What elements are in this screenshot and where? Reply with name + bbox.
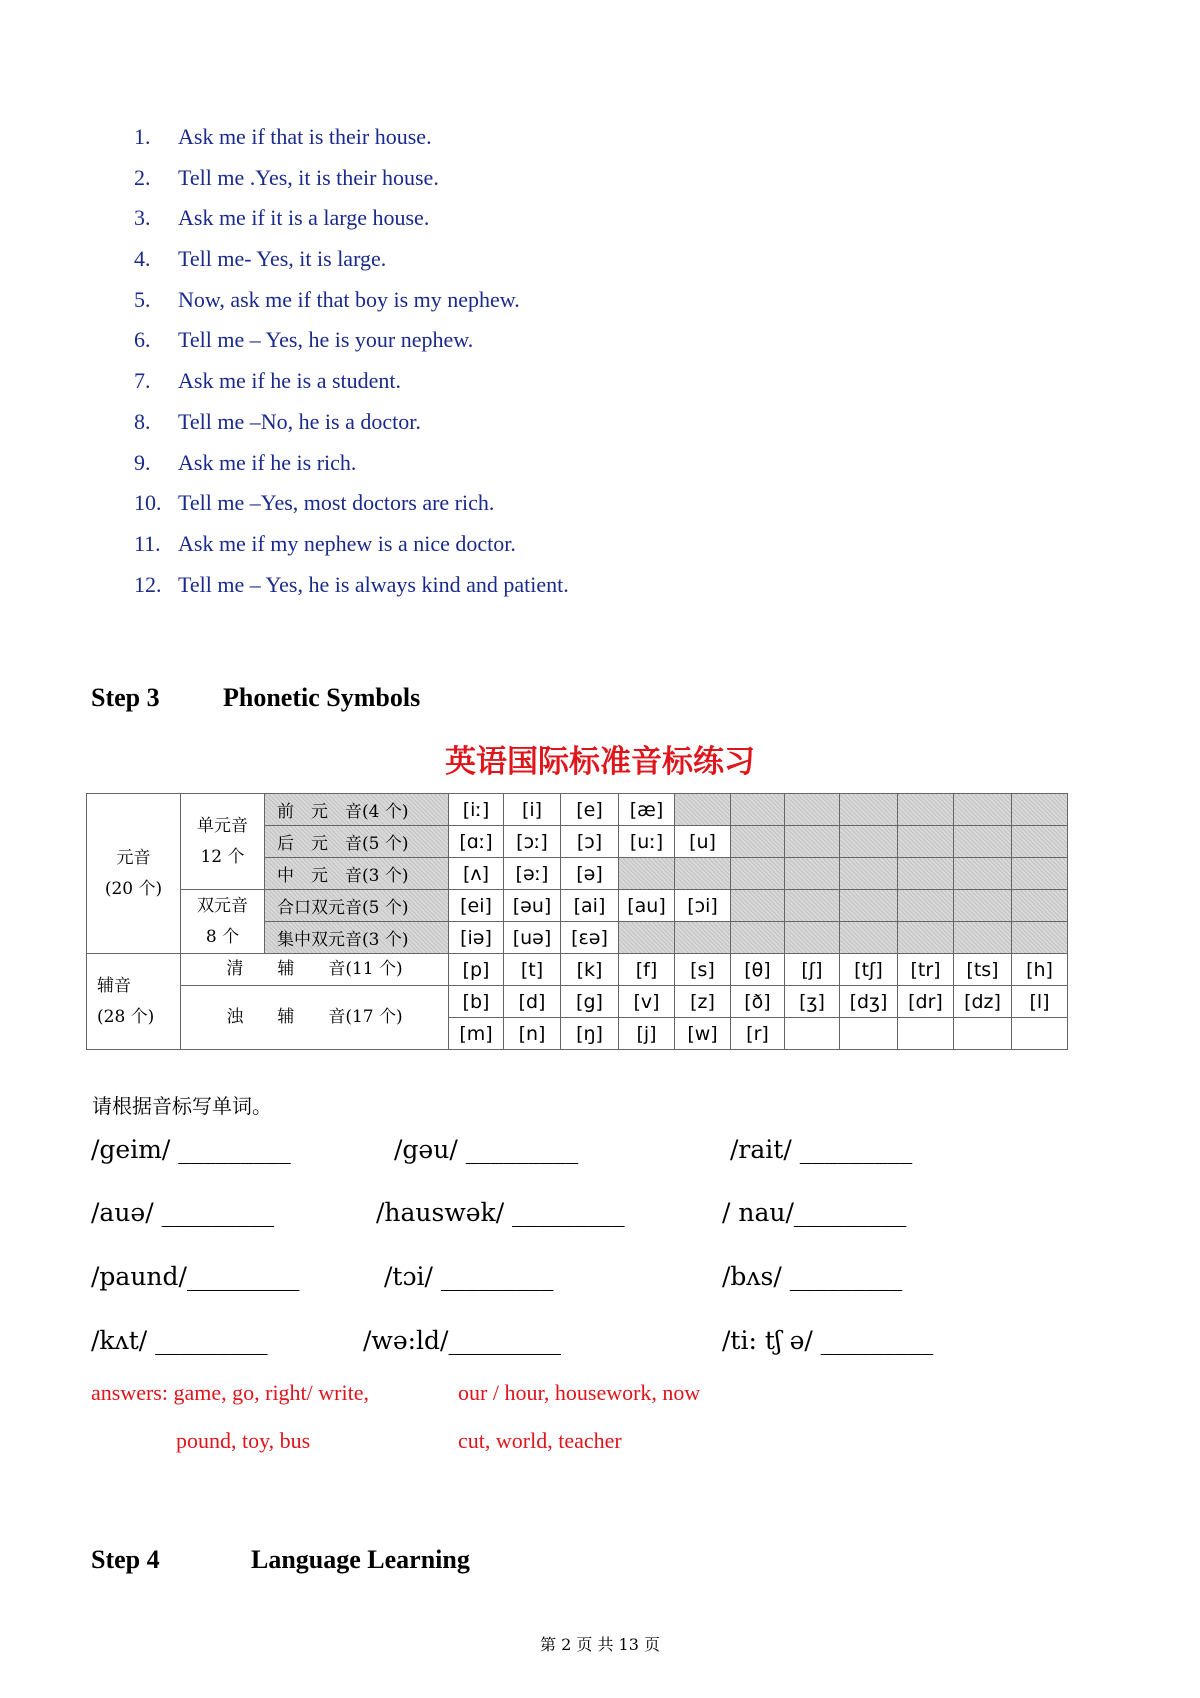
symbol-cell: [b]: [449, 986, 504, 1018]
symbol-cell: [ɔ]: [561, 826, 619, 858]
empty-cell: [785, 826, 840, 858]
symbol-cell: [g]: [561, 986, 619, 1018]
symbol-cell: [v]: [619, 986, 675, 1018]
exercise-item: /hauswək/ _________: [376, 1198, 625, 1227]
exercise-item: / nau/_________: [722, 1198, 907, 1227]
exercise-item: /ti: tʃ ə/ _________: [722, 1326, 934, 1355]
symbol-cell: [l]: [1012, 986, 1068, 1018]
step3-label: Step 3: [91, 683, 160, 712]
symbol-cell: [ʌ]: [449, 858, 504, 890]
diphthong-category-cell: 双元音 8 个: [181, 890, 265, 954]
symbol-cell: [tʃ]: [840, 954, 898, 986]
centering-diphthong-label: 集中双元音(3 个): [265, 922, 449, 954]
symbol-cell: [ts]: [954, 954, 1012, 986]
consonant-category-cell: 辅音 (28 个): [87, 954, 181, 1050]
step4-title: Language Learning: [251, 1545, 470, 1574]
symbol-cell: [ɔi]: [675, 890, 731, 922]
symbol-cell: [ʒ]: [785, 986, 840, 1018]
list-item: 5. Now, ask me if that boy is my nephew.: [134, 286, 520, 312]
exercise-item: /paund/_________: [91, 1262, 300, 1291]
empty-cell: [898, 890, 954, 922]
empty-cell: [731, 890, 785, 922]
front-vowel-label: 前 元 音(4 个): [265, 794, 449, 826]
symbol-cell: [h]: [1012, 954, 1068, 986]
symbol-cell: [θ]: [731, 954, 785, 986]
empty-cell: [840, 890, 898, 922]
symbol-cell: [au]: [619, 890, 675, 922]
symbol-cell: [ʃ]: [785, 954, 840, 986]
symbol-cell: [u]: [675, 826, 731, 858]
empty-cell: [675, 794, 731, 826]
symbol-cell: [j]: [619, 1018, 675, 1050]
list-item: 3. Ask me if it is a large house.: [134, 205, 430, 231]
step4-label: Step 4: [91, 1545, 160, 1574]
empty-cell: [898, 794, 954, 826]
symbol-cell: [iə]: [449, 922, 504, 954]
symbol-cell: [i]: [504, 794, 561, 826]
symbol-cell: [tr]: [898, 954, 954, 986]
symbol-cell: [dʒ]: [840, 986, 898, 1018]
empty-cell: [1012, 922, 1068, 954]
phonetic-symbols-table: [86, 793, 1068, 1050]
symbol-cell: [ð]: [731, 986, 785, 1018]
empty-cell: [785, 858, 840, 890]
empty-cell: [840, 1018, 898, 1050]
table-row: [87, 794, 1068, 826]
exercise-item: /geim/ _________: [91, 1135, 291, 1164]
empty-cell: [898, 826, 954, 858]
symbol-cell: [dr]: [898, 986, 954, 1018]
list-item: 8. Tell me –No, he is a doctor.: [134, 408, 421, 434]
symbol-cell: [ai]: [561, 890, 619, 922]
empty-cell: [898, 1018, 954, 1050]
table-row: [87, 954, 1068, 986]
empty-cell: [840, 858, 898, 890]
list-item: 10. Tell me –Yes, most doctors are rich.: [134, 490, 495, 516]
symbol-cell: [r]: [731, 1018, 785, 1050]
empty-cell: [1012, 826, 1068, 858]
symbol-cell: [p]: [449, 954, 504, 986]
symbol-cell: [z]: [675, 986, 731, 1018]
symbol-cell: [uə]: [504, 922, 561, 954]
list-item: 2. Tell me .Yes, it is their house.: [134, 164, 439, 190]
list-item: 1. Ask me if that is their house.: [134, 124, 432, 149]
monophthong-category-cell: 单元音 12 个: [181, 794, 265, 890]
empty-cell: [785, 794, 840, 826]
empty-cell: [954, 890, 1012, 922]
symbol-cell: [iː]: [449, 794, 504, 826]
empty-cell: [954, 922, 1012, 954]
symbol-cell: [uː]: [619, 826, 675, 858]
step3-title: Phonetic Symbols: [223, 683, 421, 712]
answers-line: cut, world, teacher: [458, 1428, 622, 1453]
answers-line: our / hour, housework, now: [458, 1380, 701, 1405]
step3-heading: [91, 683, 420, 713]
symbol-cell: [dz]: [954, 986, 1012, 1018]
drill-list: [134, 124, 569, 612]
symbol-cell: [ə]: [561, 858, 619, 890]
symbol-cell: [f]: [619, 954, 675, 986]
list-item: 9. Ask me if he is rich.: [134, 449, 357, 475]
exercise-instruction: 请根据音标写单词。: [92, 1094, 272, 1118]
symbol-cell: [əː]: [504, 858, 561, 890]
empty-cell: [1012, 890, 1068, 922]
list-item: 4. Tell me- Yes, it is large.: [134, 246, 387, 272]
list-item: 6. Tell me – Yes, he is your nephew.: [134, 327, 474, 353]
phonetic-chart-title: 英语国际标准音标练习: [445, 744, 755, 780]
empty-cell: [785, 922, 840, 954]
step4-heading: [91, 1545, 470, 1575]
symbol-cell: [d]: [504, 986, 561, 1018]
empty-cell: [731, 858, 785, 890]
empty-cell: [619, 922, 675, 954]
symbol-cell: [n]: [504, 1018, 561, 1050]
empty-cell: [785, 890, 840, 922]
empty-cell: [1012, 858, 1068, 890]
voiced-consonant-label: 浊 辅 音(17 个): [181, 986, 449, 1050]
symbol-cell: [æ]: [619, 794, 675, 826]
list-item: 12. Tell me – Yes, he is always kind and patient.: [134, 571, 569, 597]
symbol-cell: [e]: [561, 794, 619, 826]
table-row: [87, 890, 1068, 922]
empty-cell: [731, 826, 785, 858]
exercise-item: /gəu/ _________: [394, 1135, 579, 1164]
empty-cell: [840, 794, 898, 826]
empty-cell: [731, 922, 785, 954]
symbol-cell: [ei]: [449, 890, 504, 922]
list-item: 7. Ask me if he is a student.: [134, 368, 402, 394]
exercise-item: /kʌt/ _________: [91, 1326, 268, 1355]
table-row: [87, 986, 1068, 1018]
empty-cell: [675, 858, 731, 890]
exercise-item: /tɔi/ _________: [384, 1262, 554, 1291]
central-vowel-label: 中 元 音(3 个): [265, 858, 449, 890]
empty-cell: [785, 1018, 840, 1050]
empty-cell: [898, 922, 954, 954]
exercise-item: /auə/ _________: [91, 1198, 275, 1227]
voiceless-consonant-label: 清 辅 音(11 个): [181, 954, 449, 986]
empty-cell: [1012, 794, 1068, 826]
empty-cell: [675, 922, 731, 954]
empty-cell: [731, 794, 785, 826]
empty-cell: [954, 794, 1012, 826]
exercise-item: /wə:ld/_________: [363, 1326, 561, 1355]
empty-cell: [840, 922, 898, 954]
empty-cell: [954, 1018, 1012, 1050]
symbol-cell: [t]: [504, 954, 561, 986]
symbol-cell: [ɛə]: [561, 922, 619, 954]
closing-diphthong-label: 合口双元音(5 个): [265, 890, 449, 922]
empty-cell: [1012, 1018, 1068, 1050]
exercise-item: /bʌs/ _________: [722, 1262, 903, 1291]
empty-cell: [840, 826, 898, 858]
page-footer: 第 2 页 共 13 页: [540, 1635, 660, 1654]
answers-line: answers: game, go, right/ write,: [91, 1380, 369, 1405]
empty-cell: [954, 858, 1012, 890]
symbol-cell: [ɔː]: [504, 826, 561, 858]
empty-cell: [619, 858, 675, 890]
answers-line: pound, toy, bus: [176, 1428, 311, 1453]
empty-cell: [898, 858, 954, 890]
symbol-cell: [m]: [449, 1018, 504, 1050]
symbol-cell: [k]: [561, 954, 619, 986]
symbol-cell: [əu]: [504, 890, 561, 922]
list-item: 11. Ask me if my nephew is a nice doctor.: [134, 530, 516, 556]
empty-cell: [954, 826, 1012, 858]
vowel-category-cell: 元音 (20 个): [87, 794, 181, 954]
back-vowel-label: 后 元 音(5 个): [265, 826, 449, 858]
symbol-cell: [s]: [675, 954, 731, 986]
symbol-cell: [ɑː]: [449, 826, 504, 858]
exercise-item: /rait/ _________: [730, 1135, 913, 1164]
symbol-cell: [w]: [675, 1018, 731, 1050]
symbol-cell: [ŋ]: [561, 1018, 619, 1050]
